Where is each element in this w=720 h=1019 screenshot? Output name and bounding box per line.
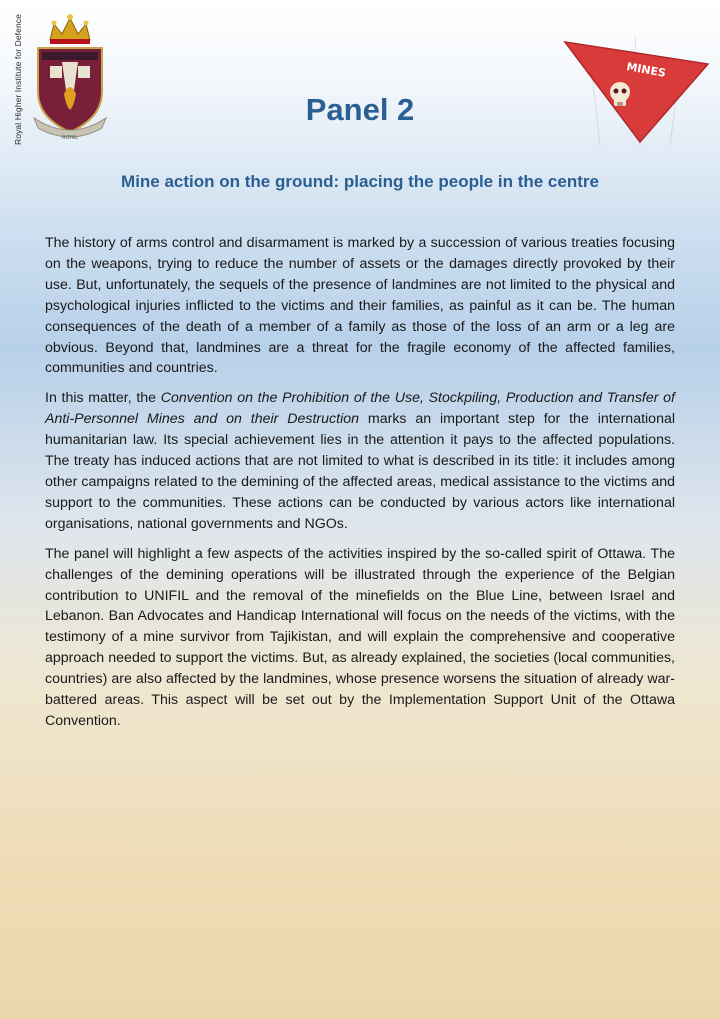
crown-icon <box>50 14 90 44</box>
body-text <box>45 233 675 741</box>
convention-title: Convention on the Prohibition of the Use, Stockpiling, Production and Transfer of Anti-Personnel Mines and on their Destruction <box>45 390 675 428</box>
page-title: Panel 2 <box>305 92 415 127</box>
mines-warning-sign <box>560 36 710 146</box>
paragraph: In this matter, the Convention on the Prohibition of the Use, Stockpiling, Production and Transfer of Anti-Personnel Mines and on their Destruction marks an important step for the international humanitarian law. Its special achievement lies in the attention it pays to the affected populations. The treaty has induced actions that are not limited to what is described in its title: it includes among other campaigns related to the demining of the affected areas, medical assistance to the victims and support to the communities. These actions can be conducted by various actors like international organisations, national governments and NGOs. <box>45 390 676 532</box>
page-subtitle: Mine action on the ground: placing the people in the centre <box>121 172 599 191</box>
mines-sign-text: MINES <box>625 60 667 80</box>
paragraph: The history of arms control and disarmament is marked by a succession of various treaties focusing on the weapons, trying to reduce the number of assets or the damages directly provoked by their use. But, unfortunately, the sequels of the presence of landmines are not limited to the physical and psychological injuries inflicted to the victims and their families, as painful as it can be. The human consequences of the death of a member of a family as those of the loss of an arm or a leg are obvious. Beyond that, landmines are a threat for the fragile economy of the affected families, communities and countries. <box>45 235 675 377</box>
paragraph: The panel will highlight a few aspects of the activities inspired by the so-called spirit of Ottawa. The challenges of the demining operations will be illustrated through the experience of the Belgian contribution to UNIFIL and the removal of the minefields on the Blue Line, between Israel and Lebanon. Ban Advocates and Handicap International will focus on the needs of the victims, with the testimony of a mine survivor from Tajikistan, and will explain the comprehensive and cooperative approach needed to support the victims. But, as already explained, the societies (local communities, countries) are also affected by the landmines, whose presence worsens the situation of already war-battered areas. This aspect will be set out by the Implementation Support Unit of the Ottawa Convention. <box>45 545 675 729</box>
crest-ribbon-text: ROYAL <box>61 135 79 141</box>
institute-name-label: Royal Higher Institute for Defence <box>13 14 23 145</box>
